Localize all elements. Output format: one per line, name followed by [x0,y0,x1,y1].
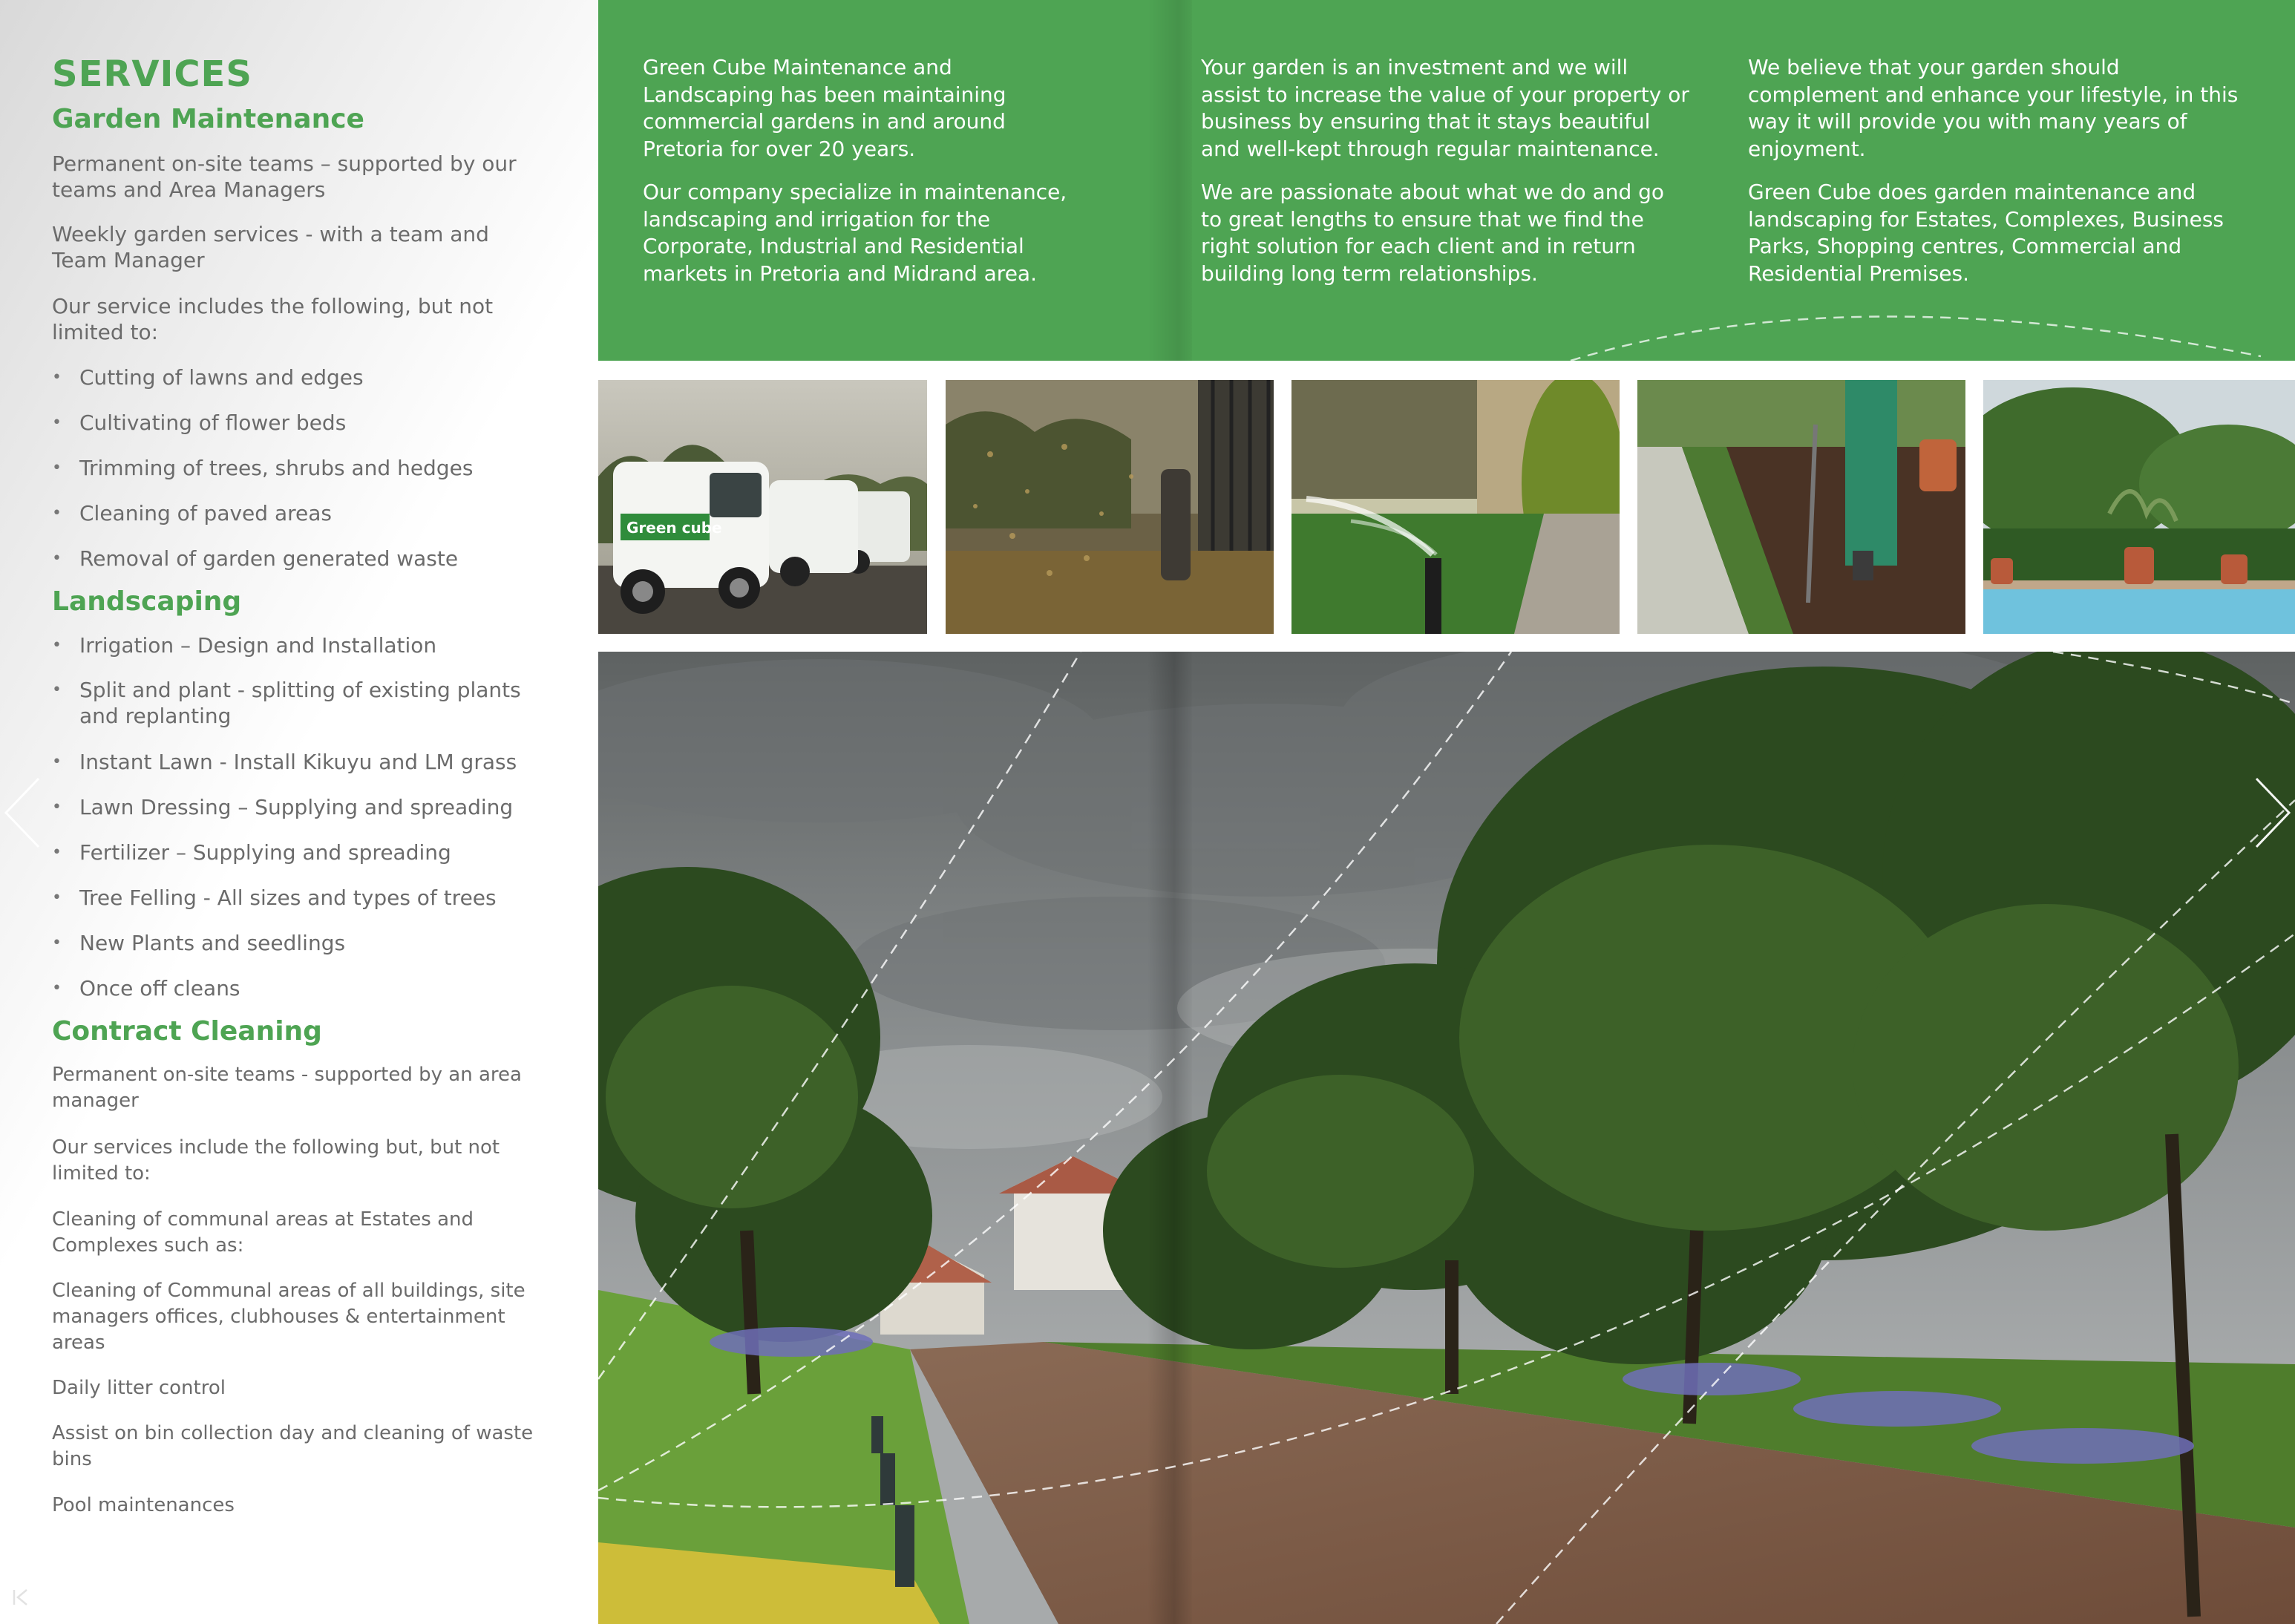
garden-paragraph-3: Our service includes the following, but not limited to: [52,294,494,344]
main-garden-photo [598,652,2295,1624]
first-page-icon[interactable] [10,1587,31,1608]
list-item: • Split and plant - splitting of existing plants and replanting [52,677,557,729]
intro-col2-p1: Your garden is an investment and we will assist to increase the value of your property or business by ensuring that it stays beautiful and well-kept through regular maintenance. [1201,55,1689,161]
intro-col1-p2: Our company specialize in maintenance, landscaping and irrigation for the Corporate, Industrial and Residential markets in Pretoria and Midrand area. [643,180,1067,286]
intro-col3-p1: We believe that your garden should complement and enhance your lifestyle, in this way it will provide you with many years of enjoyment. [1748,55,2239,161]
list-item: • Cultivating of flower beds [52,410,557,436]
photo-pool [1983,380,2295,634]
chevron-right-icon[interactable] [2252,776,2294,850]
contract-cleaning-heading: Contract Cleaning [52,1016,322,1047]
intro-col2-p2: We are passionate about what we do and go to great lengths to ensure that we find the right solution for each client and in return building long term relationships. [1201,180,1665,286]
landscaping-heading: Landscaping [52,586,242,617]
photo-leaf-blower [946,380,1274,634]
garden-paragraph-1: Permanent on-site teams – supported by our teams and Area Managers [52,151,517,202]
chevron-left-icon[interactable] [1,776,43,850]
cleaning-paragraph: Our services include the following but, but not limited to: [52,1136,500,1185]
list-item: • Tree Felling - All sizes and types of trees [52,885,557,911]
list-item: • Cutting of lawns and edges [52,364,557,390]
list-item: • Cleaning of paved areas [52,500,557,526]
photo-gardener [1637,380,1965,634]
cleaning-paragraph: Daily litter control [52,1377,226,1399]
cleaning-paragraph: Cleaning of communal areas at Estates and Complexes such as: [52,1208,474,1257]
list-item: • Removal of garden generated waste [52,546,557,572]
cleaning-paragraph: Assist on bin collection day and cleaning of waste bins [52,1422,534,1470]
services-title: SERVICES [52,53,252,95]
list-item: • Fertilizer – Supplying and spreading [52,839,557,865]
cleaning-paragraph: Pool maintenances [52,1494,235,1516]
list-item: • Trimming of trees, shrubs and hedges [52,455,557,481]
photo-trucks [598,380,927,634]
list-item: • Irrigation – Design and Installation [52,632,557,658]
photo-sprinkler [1291,380,1620,634]
list-item: • Instant Lawn - Install Kikuyu and LM grass [52,749,557,775]
cleaning-paragraph: Cleaning of Communal areas of all buildings, site managers offices, clubhouses & entertainment areas [52,1280,526,1354]
intro-col1-p1: Green Cube Maintenance and Landscaping has been maintaining commercial gardens in and around Pretoria for over 20 years. [643,55,1006,161]
garden-maintenance-heading: Garden Maintenance [52,104,364,134]
list-item: • Once off cleans [52,975,557,1001]
garden-paragraph-2: Weekly garden services - with a team and Team Manager [52,222,489,272]
cleaning-paragraph: Permanent on-site teams - supported by an area manager [52,1064,522,1112]
intro-col3-p2: Green Cube does garden maintenance and landscaping for Estates, Complexes, Business Parks, Shopping centres, Commercial and Residential Premises. [1748,180,2224,286]
list-item: • New Plants and seedlings [52,930,557,956]
list-item: • Lawn Dressing – Supplying and spreading [52,794,557,820]
truck-logo-text: Green cube [626,519,722,537]
